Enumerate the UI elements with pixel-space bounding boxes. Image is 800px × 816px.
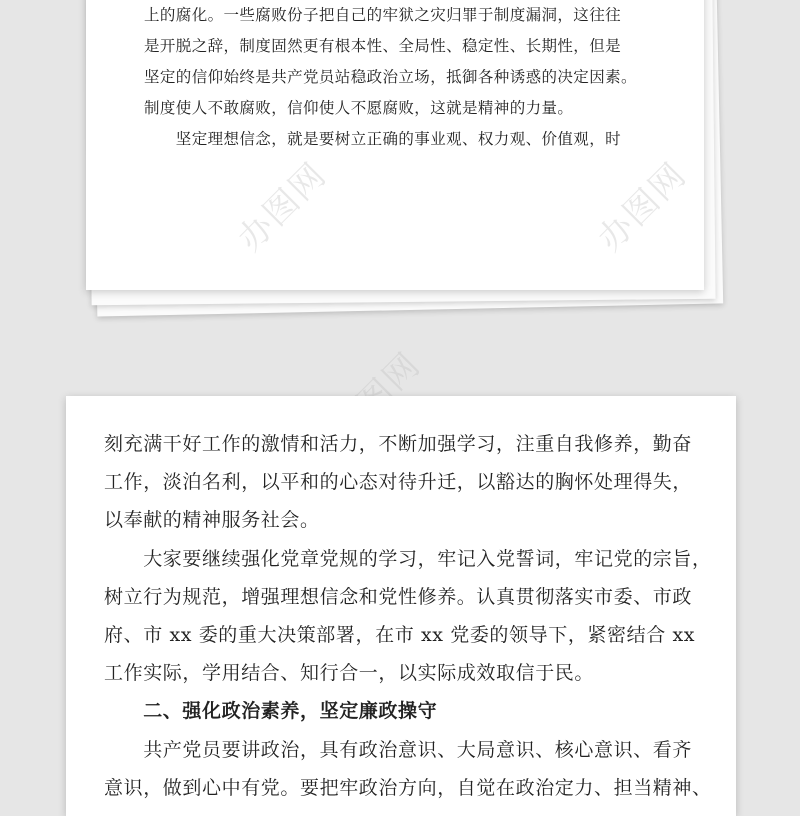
- watermark: 办图网: [230, 154, 335, 260]
- text-line: 共产党员要讲政治，具有政治意识、大局意识、核心意识、看齐: [104, 738, 693, 761]
- text-line: 工作实际，学用结合、知行合一，以实际成效取信于民。: [104, 662, 595, 685]
- text-line: 刻充满干好工作的激情和活力，不断加强学习，注重自我修养，勤奋: [104, 433, 693, 455]
- text-line: 以奉献的精神服务社会。: [104, 509, 320, 532]
- text-line: 大家要继续强化党章党规的学习，牢记入党誓词，牢记党的宗旨，: [104, 547, 712, 570]
- page-2-text: [104, 425, 712, 807]
- text-line: 意识，做到心中有党。要把牢政治方向，自觉在政治定力、担当精神、: [104, 776, 712, 799]
- watermark: 办图网: [590, 154, 695, 260]
- text-line: 树立行为规范，增强理想信念和党性修养。认真贯彻落实市委、市政: [104, 585, 693, 608]
- document-page-1: [86, 0, 704, 290]
- text-line: 工作，淡泊名利，以平和的心态对待升迁，以豁达的胸怀处理得失，: [104, 471, 693, 494]
- text-line: 府、市 xx 委的重大决策部署，在市 xx 党委的领导下，紧密结合 xx: [104, 623, 696, 646]
- text-line: 坚定的信仰始终是共产党员站稳政治立场，抵御各种诱惑的决定因素。: [144, 68, 637, 86]
- text-line: 是开脱之辞，制度固然更有根本性、全局性、稳定性、长期性，但是: [144, 37, 622, 55]
- section-heading: 二、强化政治素养，坚定廉政操守: [104, 700, 438, 723]
- document-page-2: [66, 396, 736, 816]
- text-line: 上的腐化。一些腐败份子把自己的牢狱之灾归罪于制度漏洞，这往往: [144, 6, 622, 24]
- page-1-text: [144, 0, 664, 155]
- text-line: 坚定理想信念，就是要树立正确的事业观、权力观、价值观，时: [144, 130, 622, 148]
- text-line: 制度使人不敢腐败，信仰使人不愿腐败，这就是精神的力量。: [144, 99, 574, 117]
